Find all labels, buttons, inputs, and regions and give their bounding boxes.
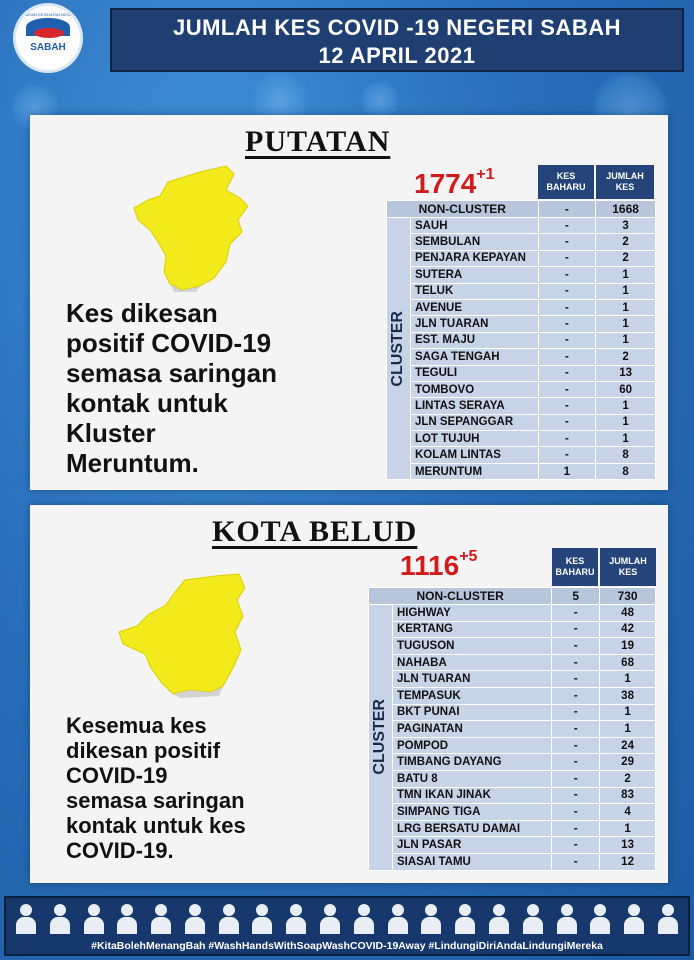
desc-line: Kes dikesan [66, 298, 218, 328]
table-row [369, 721, 656, 738]
table-row [369, 638, 656, 655]
table-row [369, 837, 656, 854]
putatan-description [66, 298, 277, 478]
table-row [369, 605, 656, 622]
cluster-name: TUGUSON [392, 638, 551, 655]
putatan-total [414, 168, 495, 200]
cluster-jumlah: 1 [600, 704, 656, 721]
cluster-jumlah: 2 [600, 770, 656, 787]
col-header-jumlah-kes: JUMLAH KES [596, 165, 654, 199]
frontliner-icon [656, 902, 680, 934]
cluster-name: SIMPANG TIGA [392, 804, 551, 821]
kota-belud-total [400, 550, 477, 582]
cluster-jumlah: 1 [596, 299, 656, 315]
cluster-name: BKT PUNAI [392, 704, 551, 721]
cluster-name: PENJARA KEPAYAN [410, 250, 538, 266]
frontliner-icon [115, 902, 139, 934]
cluster-jumlah: 2 [596, 234, 656, 250]
cluster-jumlah: 1 [596, 332, 656, 348]
frontliner-icon [149, 902, 173, 934]
frontliner-icon [82, 902, 106, 934]
table-row [387, 398, 656, 414]
kota-belud-cluster-table [368, 587, 656, 871]
cluster-name: TOMBOVO [410, 381, 538, 397]
desc-line: kontak untuk [66, 388, 228, 418]
table-row [369, 804, 656, 821]
cluster-jumlah: 12 [600, 853, 656, 870]
cluster-kes-baharu: - [538, 299, 596, 315]
desc-line: kontak untuk kes [66, 813, 246, 838]
cluster-jumlah: 13 [596, 365, 656, 381]
cluster-kes-baharu: - [538, 431, 596, 447]
cluster-jumlah: 24 [600, 737, 656, 754]
frontliner-icon [217, 902, 241, 934]
frontliner-icon [487, 902, 511, 934]
cluster-kes-baharu: - [538, 316, 596, 332]
cluster-kes-baharu: - [552, 654, 600, 671]
cluster-label: CLUSTER [389, 310, 407, 387]
table-row [369, 754, 656, 771]
cluster-jumlah: 8 [596, 463, 656, 479]
cluster-kes-baharu: 1 [538, 463, 596, 479]
cluster-jumlah: 1 [596, 414, 656, 430]
cluster-kes-baharu: - [552, 770, 600, 787]
table-row [369, 787, 656, 804]
header-date: 12 APRIL 2021 [318, 43, 476, 68]
desc-line: Kluster [66, 418, 156, 448]
kota-belud-total-value: 1116 [400, 550, 460, 581]
kota-belud-map-icon [115, 570, 255, 700]
cluster-name: NAHABA [392, 654, 551, 671]
putatan-map-icon [130, 160, 260, 295]
cluster-kes-baharu: - [552, 721, 600, 738]
desc-line: semasa saringan [66, 788, 245, 813]
cluster-name: TEGULI [410, 365, 538, 381]
cluster-label-cell [387, 218, 411, 480]
cluster-kes-baharu: - [552, 605, 600, 622]
table-row [369, 704, 656, 721]
frontliner-icon [284, 902, 308, 934]
non-cluster-jumlah: 1668 [596, 201, 656, 218]
non-cluster-row [387, 201, 656, 218]
desc-line: positif COVID-19 [66, 328, 272, 358]
cluster-name: PAGINATAN [392, 721, 551, 738]
cluster-kes-baharu: - [538, 381, 596, 397]
cluster-jumlah: 60 [596, 381, 656, 397]
cluster-kes-baharu: - [552, 687, 600, 704]
kota-belud-panel [30, 505, 668, 883]
non-cluster-jumlah: 730 [600, 588, 656, 605]
cluster-name: SAUH [410, 218, 538, 234]
cluster-name: EST. MAJU [410, 332, 538, 348]
cluster-name: MERUNTUM [410, 463, 538, 479]
non-cluster-label: NON-CLUSTER [387, 201, 539, 218]
frontliner-icon [555, 902, 579, 934]
table-row [387, 414, 656, 430]
table-row [387, 463, 656, 479]
cluster-kes-baharu: - [552, 837, 600, 854]
cluster-jumlah: 2 [596, 250, 656, 266]
table-row [387, 250, 656, 266]
kota-belud-title: KOTA BELUD [212, 515, 418, 548]
cluster-name: SEMBULAN [410, 234, 538, 250]
sabah-health-logo [16, 6, 80, 70]
table-row [387, 267, 656, 283]
putatan-cluster-table [386, 200, 656, 480]
cluster-kes-baharu: - [538, 414, 596, 430]
table-row [369, 853, 656, 870]
table-row [387, 234, 656, 250]
cluster-name: LINTAS SERAYA [410, 398, 538, 414]
frontliner-icon [588, 902, 612, 934]
logo-small-text: JABATAN KESIHATAN NEGERI [19, 12, 77, 17]
putatan-title: PUTATAN [245, 125, 391, 158]
desc-line: Meruntum. [66, 448, 199, 478]
frontliner-icon [318, 902, 342, 934]
cluster-kes-baharu: - [552, 671, 600, 688]
cluster-name: HIGHWAY [392, 605, 551, 622]
cluster-kes-baharu: - [538, 365, 596, 381]
putatan-panel [30, 115, 668, 490]
cluster-kes-baharu: - [538, 349, 596, 365]
cluster-jumlah: 19 [600, 638, 656, 655]
table-row [387, 316, 656, 332]
cluster-jumlah: 13 [600, 837, 656, 854]
cluster-name: LRG BERSATU DAMAI [392, 820, 551, 837]
frontliner-icon [183, 902, 207, 934]
table-row [387, 218, 656, 234]
table-row [387, 283, 656, 299]
cluster-kes-baharu: - [538, 234, 596, 250]
cluster-kes-baharu: - [552, 754, 600, 771]
cluster-name: BATU 8 [392, 770, 551, 787]
cluster-name: SIASAI TAMU [392, 853, 551, 870]
cluster-jumlah: 68 [600, 654, 656, 671]
cluster-jumlah: 1 [600, 820, 656, 837]
cluster-kes-baharu: - [552, 804, 600, 821]
cluster-jumlah: 8 [596, 447, 656, 463]
cluster-label-cell [369, 605, 393, 871]
frontliner-icon [419, 902, 443, 934]
cluster-jumlah: 42 [600, 621, 656, 638]
cluster-name: SAGA TENGAH [410, 349, 538, 365]
cluster-jumlah: 1 [596, 431, 656, 447]
cluster-name: AVENUE [410, 299, 538, 315]
page-header [110, 8, 684, 72]
table-row [387, 447, 656, 463]
cluster-jumlah: 3 [596, 218, 656, 234]
cluster-kes-baharu: - [552, 704, 600, 721]
cluster-name: JLN TUARAN [392, 671, 551, 688]
putatan-total-value: 1774 [414, 168, 477, 199]
cluster-jumlah: 4 [600, 804, 656, 821]
cluster-kes-baharu: - [552, 853, 600, 870]
non-cluster-label: NON-CLUSTER [369, 588, 552, 605]
frontliner-icon [521, 902, 545, 934]
cluster-jumlah: 1 [596, 316, 656, 332]
frontliner-silhouettes [14, 902, 680, 934]
cluster-name: JLN SEPANGGAR [410, 414, 538, 430]
frontliner-icon [250, 902, 274, 934]
cluster-name: KERTANG [392, 621, 551, 638]
cluster-name: TEMPASUK [392, 687, 551, 704]
footer-hashtags: #KitaBolehMenangBah #WashHandsWithSoapWashCOVID-19Away #LindungiDiriAndaLindungiMereka [91, 940, 603, 952]
cluster-jumlah: 1 [600, 671, 656, 688]
putatan-new-cases: +1 [476, 166, 495, 183]
cluster-name: JLN PASAR [392, 837, 551, 854]
non-cluster-kes-baharu: - [538, 201, 596, 218]
col-header-kes-baharu: KES BAHARU [552, 548, 598, 586]
virus-decoration [360, 80, 400, 120]
table-row [369, 671, 656, 688]
desc-line: COVID-19. [66, 838, 174, 863]
cluster-name: TMN IKAN JINAK [392, 787, 551, 804]
non-cluster-kes-baharu: 5 [552, 588, 600, 605]
footer-banner [4, 896, 690, 956]
cluster-name: LOT TUJUH [410, 431, 538, 447]
logo-text: SABAH [30, 42, 66, 53]
cluster-jumlah: 1 [596, 267, 656, 283]
desc-line: semasa saringan [66, 358, 278, 388]
cluster-kes-baharu: - [538, 447, 596, 463]
desc-line: Kesemua kes [66, 713, 207, 738]
header-title: JUMLAH KES COVID -19 NEGERI SABAH [172, 15, 621, 40]
table-row [369, 687, 656, 704]
cluster-jumlah: 83 [600, 787, 656, 804]
frontliner-icon [622, 902, 646, 934]
frontliner-icon [14, 902, 38, 934]
cluster-kes-baharu: - [552, 737, 600, 754]
cluster-name: KOLAM LINTAS [410, 447, 538, 463]
table-row [387, 332, 656, 348]
kota-belud-new-cases: +5 [459, 548, 478, 565]
frontliner-icon [386, 902, 410, 934]
cluster-kes-baharu: - [552, 621, 600, 638]
table-row [369, 737, 656, 754]
non-cluster-row [369, 588, 656, 605]
table-row [387, 349, 656, 365]
cluster-kes-baharu: - [538, 283, 596, 299]
frontliner-icon [352, 902, 376, 934]
table-row [369, 654, 656, 671]
cluster-name: POMPOD [392, 737, 551, 754]
table-row [369, 770, 656, 787]
cluster-kes-baharu: - [538, 267, 596, 283]
cluster-name: JLN TUARAN [410, 316, 538, 332]
cluster-jumlah: 2 [596, 349, 656, 365]
cluster-jumlah: 1 [600, 721, 656, 738]
table-row [387, 381, 656, 397]
table-row [369, 621, 656, 638]
table-row [387, 365, 656, 381]
col-header-jumlah-kes: JUMLAH KES [600, 548, 656, 586]
cluster-kes-baharu: - [538, 218, 596, 234]
cluster-jumlah: 29 [600, 754, 656, 771]
cluster-jumlah: 1 [596, 283, 656, 299]
cluster-name: SUTERA [410, 267, 538, 283]
frontliner-icon [48, 902, 72, 934]
frontliner-icon [453, 902, 477, 934]
cluster-jumlah: 48 [600, 605, 656, 622]
cluster-kes-baharu: - [538, 398, 596, 414]
cluster-kes-baharu: - [552, 638, 600, 655]
cluster-label: CLUSTER [371, 699, 389, 776]
cluster-name: TIMBANG DAYANG [392, 754, 551, 771]
cluster-kes-baharu: - [538, 332, 596, 348]
cluster-kes-baharu: - [552, 787, 600, 804]
kota-belud-description [66, 713, 246, 863]
cluster-jumlah: 1 [596, 398, 656, 414]
cluster-kes-baharu: - [538, 250, 596, 266]
cluster-jumlah: 38 [600, 687, 656, 704]
table-row [387, 299, 656, 315]
desc-line: dikesan positif [66, 738, 221, 763]
desc-line: COVID-19 [66, 763, 168, 788]
logo-wave-accent-icon [34, 28, 64, 38]
cluster-kes-baharu: - [552, 820, 600, 837]
cluster-name: TELUK [410, 283, 538, 299]
col-header-kes-baharu: KES BAHARU [538, 165, 594, 199]
table-row [369, 820, 656, 837]
table-row [387, 431, 656, 447]
